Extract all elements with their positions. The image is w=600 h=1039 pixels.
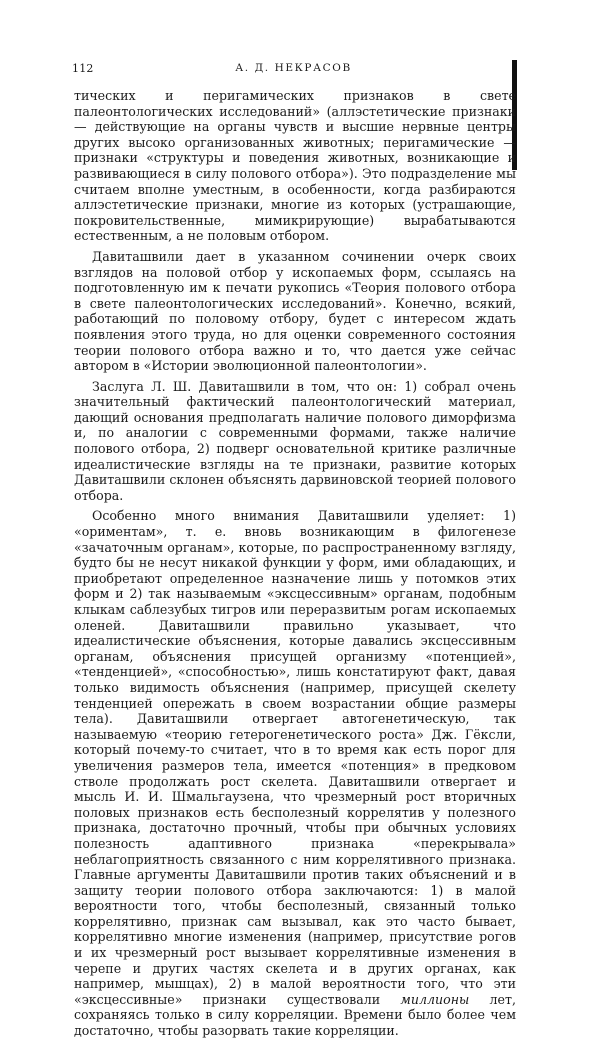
paragraph-merit: Заслуга Л. Ш. Давиташвили в том, что он: 1) собрал очень значительный фактический палеонтологический материал, дающий основания предполагать наличие полового диморфизма и, по аналогии с современными формами, также наличие полового отбора, 2) подверг основательной критике различные идеалистические взгляды на те признаки, развитие которых Давиташвили склонен объяснять дарвиновской теорией полового отбора.: [74, 378, 516, 503]
paragraph-continuation: тических и перигамических признаков в свете палеонтологических исследований» (аллэстетические признаки — действующие на органы чувств и высшие нервные центры других высоко организованных животных; перигамические — признаки «структуры и поведения животных, возникающие и развивающиеся в силу полового отбора»). Это подразделение мы считаем вполне уместным, в особенности, когда разбираются аллэстетические признаки, многие из которых (устрашающие, покровительственные, мимикрирующие) вырабатываются естественным, а не половым отбором.: [74, 88, 516, 244]
running-head-author: А. Д. НЕКРАСОВ: [235, 62, 352, 74]
paragraph-orimenty-excessive: [74, 508, 516, 1038]
page-header: [72, 62, 515, 78]
paragraph-text-before-emphasis: Особенно много внимания Давиташвили уделяет: 1) «ориментам», т. е. вновь возникающим в филогенезе «зачаточным органам», которые, по распространенному взгляду, будто бы не несут никакой функции у форм, ими обладающих, и приобретают определенное назначение лишь у потомков этих форм и 2) так называемым «эксцессивным» органам, подобным клыкам саблезубых тигров или переразвитым рогам ископаемых оленей. Давиташвили правильно указывает, что идеалистические объяснения, которые давались эксцессивным органам, объяснения присущей организму «потенцией», «тенденцией», «способностью», лишь констатируют факт, давая только видимость объяснения (например, присущей скелету тенденцией опережать в своем возрастании общие размеры тела). Давиташвили отвергает автогенетическую, так называемую «теорию гетерогенетического роста» Дж. Гёксли, который почему-то считает, что в то время как есть порог для увеличения размеров тела, имеется «потенция» в предковом стволе продолжать рост скелета. Давиташвили отвергает и мысль И. И. Шмальгаузена, что чрезмерный рост вторичных половых признаков есть бесполезный коррелятив у полезного признака, достаточно прочный, чтобы при обычных условиях полезность адаптивного признака «перекрывала» неблагоприятность связанного с ним коррелятивного признака. Главные аргументы Давиташвили против таких объяснений и в защиту теории полового отбора заключаются: 1) в малой вероятности того, чтобы бесполезный, связанный только коррелятивно, признак сам вызывал, как это часто бывает, коррелятивно многие изменения (например, присутствие рогов и их чрезмерный рост вызывает коррелятивные изменения в черепе и других частях скелета и в других органах, как например, мышцах), 2) в малой вероятности того, что эти «эксцессивные» признаки существовали: [74, 508, 516, 1007]
paragraph-text-after-emphasis: лет, сохраняясь только в силу корреляции. Времени было более чем достаточно, чтобы разорвать такие корреляции.: [74, 991, 516, 1039]
body-text: [74, 88, 516, 1039]
paragraph-davitashvili-views: Давиташвили дает в указанном сочинении очерк своих взглядов на половой отбор у ископаемых форм, ссылаясь на подготовленную им к печати рукопись «Теория полового отбора в свете палеонтологических исследований». Конечно, всякий, работающий по половому отбору, будет с интересом ждать появления этого труда, но для оценки современного состояния теории полового отбора важно и то, что дается уже сейчас автором в «Истории эволюционной палеонтологии».: [74, 248, 516, 374]
emphasis-millions: миллионы: [400, 991, 470, 1007]
page-number: 112: [72, 62, 94, 75]
